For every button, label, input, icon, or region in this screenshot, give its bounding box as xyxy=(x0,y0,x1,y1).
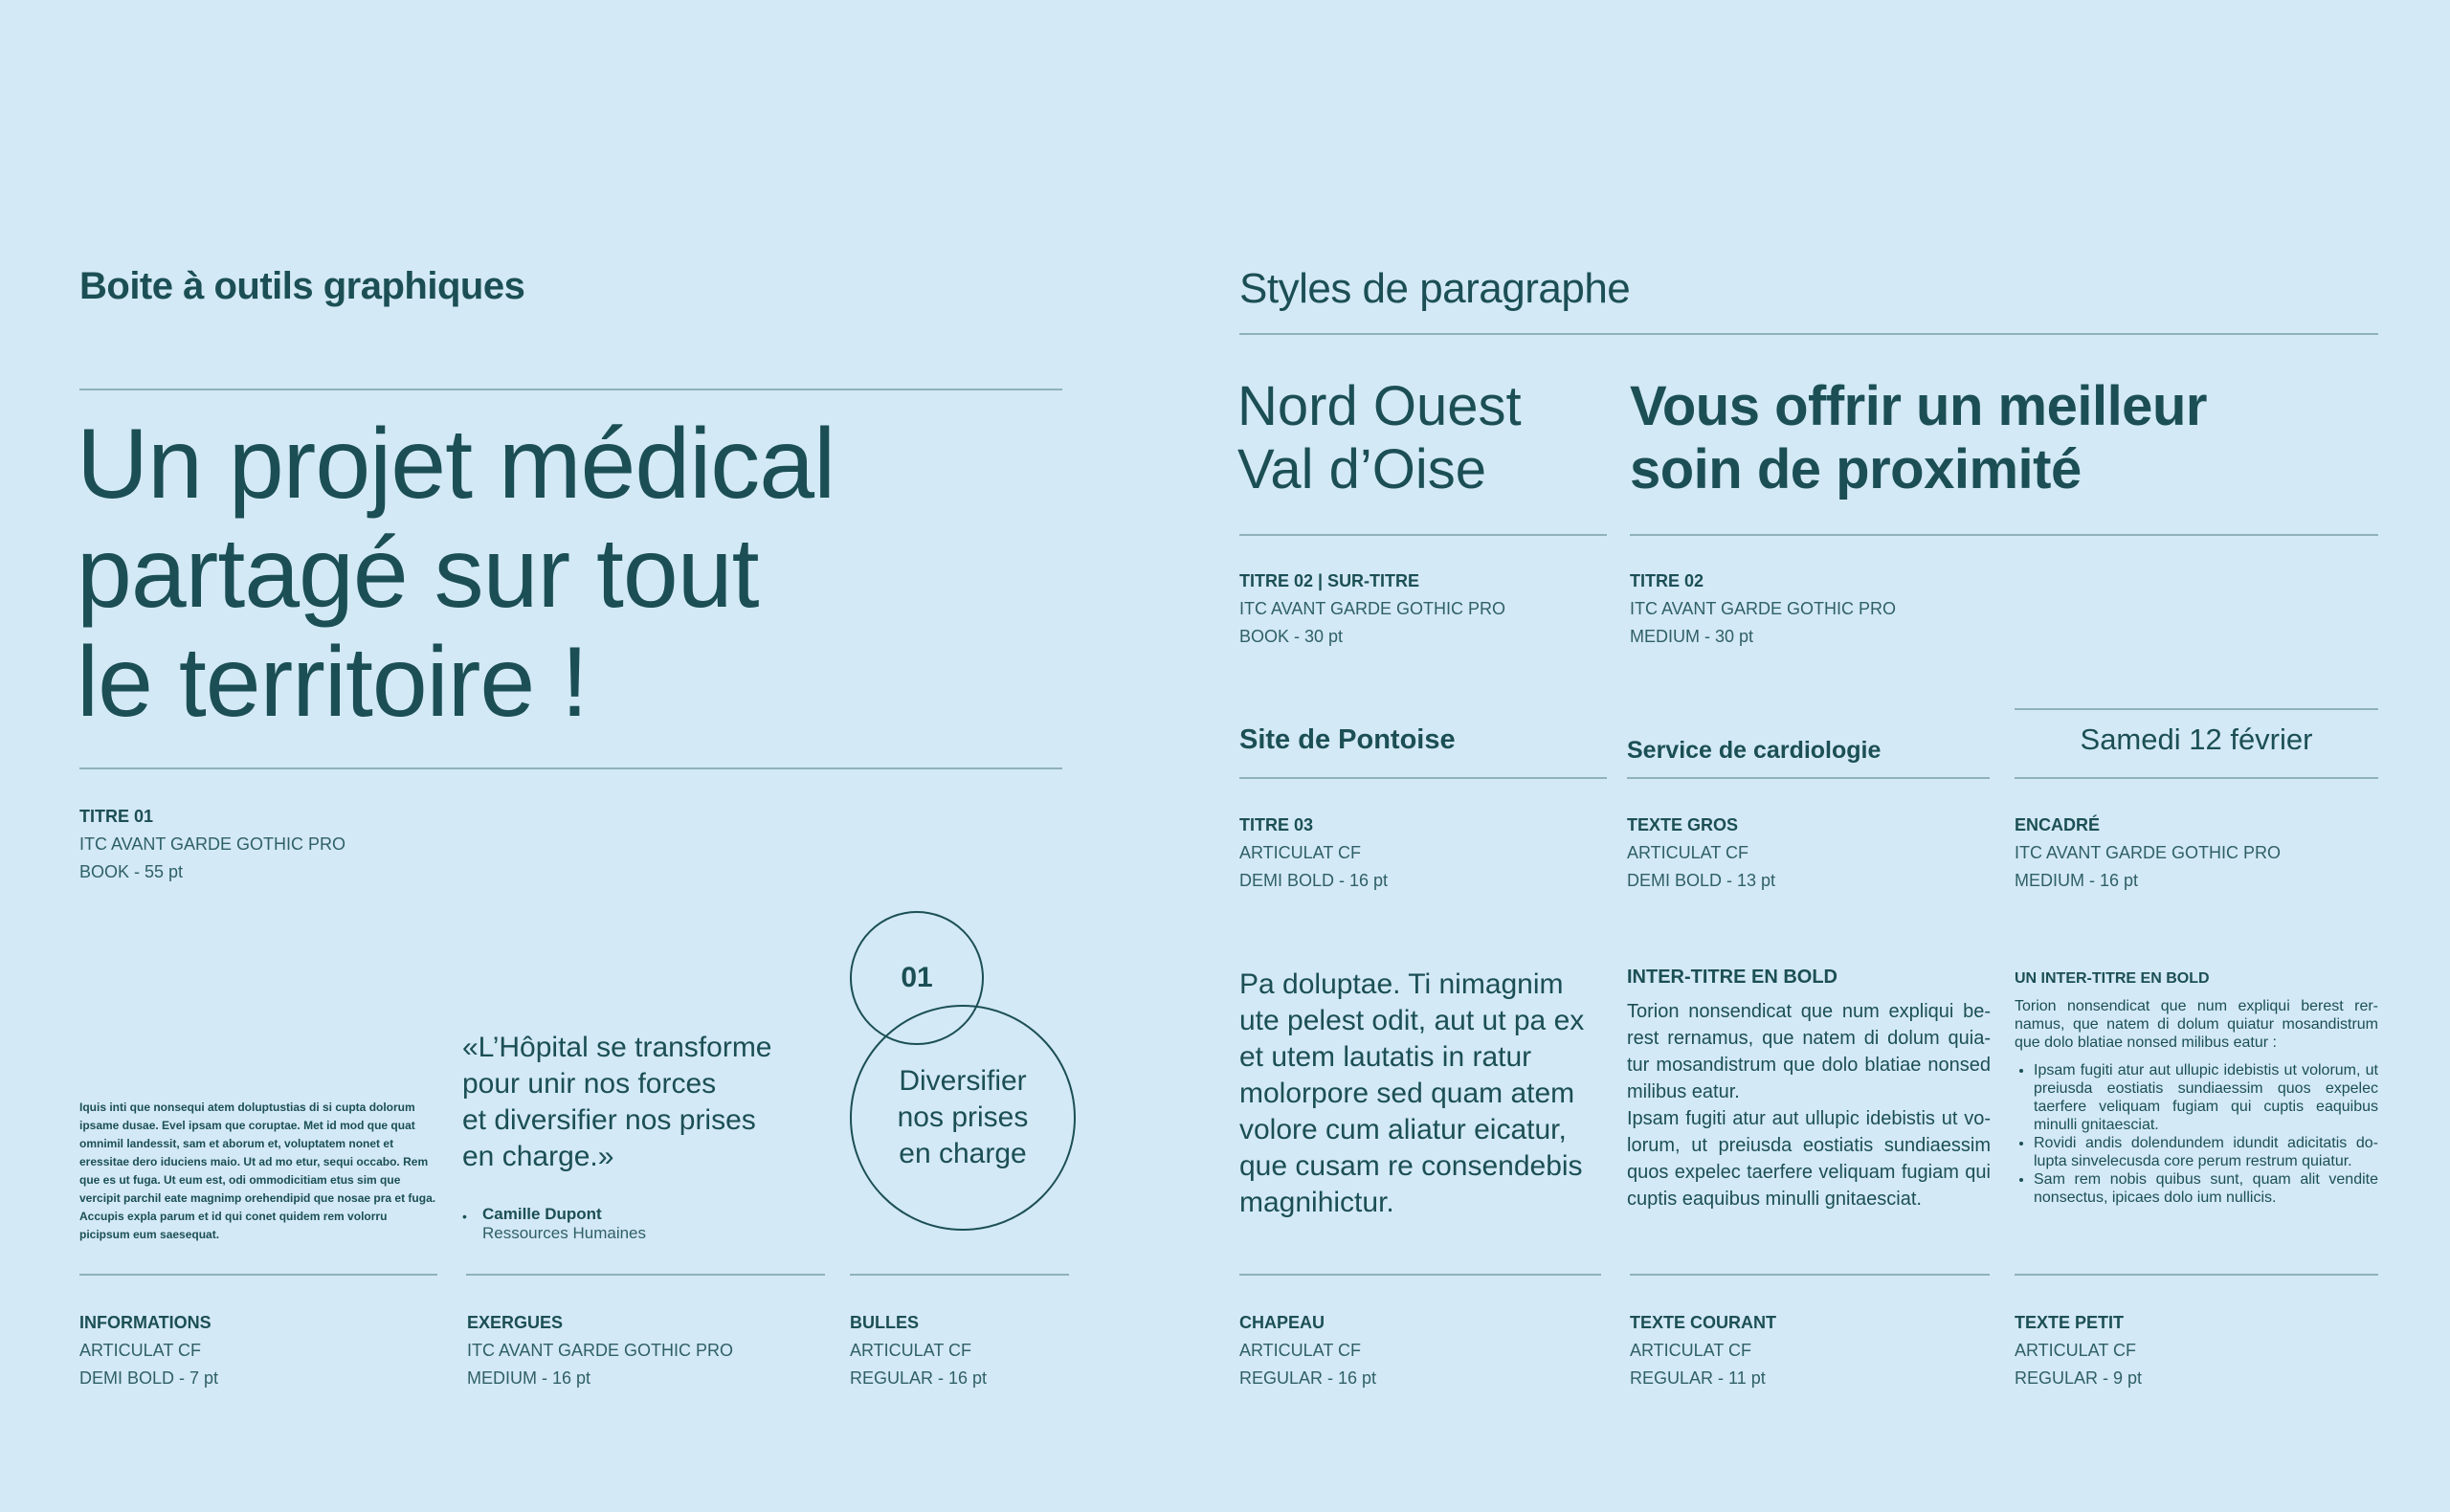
spec-size: REGULAR - 11 pt xyxy=(1630,1368,1766,1388)
quote-author-role: Ressources Humaines xyxy=(482,1224,647,1242)
spec-size: BOOK - 30 pt xyxy=(1239,627,1344,646)
spec-font: ARTICULAT CF xyxy=(2015,1341,2137,1360)
texte-gros-sample: Service de cardiologie xyxy=(1627,737,1882,764)
spec-font: ITC AVANT GARDE GOTHIC PRO xyxy=(2015,843,2282,862)
divider xyxy=(2015,777,2378,779)
spec-titre02-surtitre xyxy=(1239,567,1505,651)
section-title-paragraph-styles: Styles de paragraphe xyxy=(1239,265,1631,312)
divider xyxy=(1630,534,2378,536)
exergue-quote xyxy=(462,1030,772,1175)
spec-font: ITC AVANT GARDE GOTHIC PRO xyxy=(1630,599,1897,618)
divider xyxy=(79,767,1062,769)
bubble-text xyxy=(850,1005,1076,1231)
bullet-icon: • xyxy=(462,1209,467,1224)
spec-chapeau xyxy=(1239,1309,1376,1392)
courant-paragraph: Ipsam fugiti atur aut ullupic idebistis ut vo-lorum, ut preiusda eostiatis sundiaessim quos expelec taerfere veliquam fugiam qui cuptis eaquibus minulli gnitaesciat. xyxy=(1627,1108,1991,1210)
spec-size: DEMI BOLD - 16 pt xyxy=(1239,871,1389,890)
petit-inter-titre: UN INTER-TITRE EN BOLD xyxy=(2015,970,2210,987)
title-line: Un projet médical xyxy=(77,409,835,520)
divider xyxy=(1630,1274,1990,1276)
spec-name: TITRE 01 xyxy=(79,807,154,826)
spec-name: CHAPEAU xyxy=(1239,1313,1325,1332)
spec-size: BOOK - 55 pt xyxy=(79,862,184,881)
divider xyxy=(79,389,1062,390)
divider xyxy=(466,1274,825,1276)
spec-exergues xyxy=(467,1309,733,1392)
spec-font: ARTICULAT CF xyxy=(1239,1341,1362,1360)
spec-informations xyxy=(79,1309,218,1392)
courant-paragraph: Torion nonsendicat que num expliqui be-rest rernamus, que natem di dolum quia-tur mosandistrum que dolo blatiae nonsed milibus eatur. xyxy=(1627,1001,1991,1102)
page-title xyxy=(77,410,835,737)
titre03-sample: Site de Pontoise xyxy=(1239,724,1456,755)
spec-name: TITRE 03 xyxy=(1239,815,1314,834)
bubble-line: en charge xyxy=(899,1138,1027,1169)
spec-name: TITRE 02 | SUR-TITRE xyxy=(1239,571,1420,590)
informations-text: Iquis inti que nonsequi atem doluptustias di si cupta dolorum ipsame dusae. Evel ipsam que coruptae. Met id mod que quat omnimil landessit, sam et aborum et, voluptatem nonet et eressitae dero iduciens maio. Ut ad mo etur, sequi occabo. Rem que es ut fuga. Ut eum est, odi ommodicitiam etus sim que vercipit parchil eate magnimp orehendipid que nosae pra et fuga. Accupis expla parum et id qui conet quidem rem volorru picipsum eum saesequat. xyxy=(79,1101,436,1241)
list-item: • Sam rem nobis quibus sunt, quam alit vendite nonsectus, ipicaes dolo ium nullicis. xyxy=(2034,1170,2378,1207)
spec-bulles xyxy=(850,1309,987,1392)
divider xyxy=(1239,1274,1601,1276)
bubble-number-text: 01 xyxy=(901,962,933,993)
spec-size: MEDIUM - 30 pt xyxy=(1630,627,1754,646)
spec-titre01 xyxy=(79,803,345,886)
divider xyxy=(79,1274,437,1276)
divider xyxy=(2015,708,2378,710)
quote-author: Camille Dupont xyxy=(482,1205,602,1223)
spec-size: REGULAR - 16 pt xyxy=(850,1368,988,1388)
list-item: • Ipsam fugiti atur aut ullupic idebistis ut volorum, ut preiusda eostiatis sundiaessim quos expelec taerfere veliquam fugiam qui cuptis eaquibus minulli gnitaesciat. xyxy=(2034,1061,2378,1134)
spec-name: TEXTE PETIT xyxy=(2015,1313,2125,1332)
spec-name: BULLES xyxy=(850,1313,919,1332)
divider xyxy=(1239,333,2378,335)
spec-font: ARTICULAT CF xyxy=(850,1341,972,1360)
divider xyxy=(850,1274,1069,1276)
spec-font: ARTICULAT CF xyxy=(1627,843,1749,862)
bubble-line: nos prises xyxy=(897,1101,1029,1133)
titre02-surtitre-sample xyxy=(1237,375,1522,501)
petit-paragraph xyxy=(2015,997,2378,1207)
divider xyxy=(2015,1274,2378,1276)
spec-titre02 xyxy=(1630,567,1896,651)
spec-name: TEXTE GROS xyxy=(1627,815,1739,834)
petit-intro: Torion nonsendicat que num expliqui berest rer-namus, que natem di dolum quiatur mosandistrum que dolo blatiae nonsed milibus eatur : xyxy=(2015,998,2378,1051)
texte-petit-sample xyxy=(2015,970,2378,1207)
spec-font: ARTICULAT CF xyxy=(1630,1341,1752,1360)
petit-bullet-list xyxy=(2015,1061,2378,1207)
title-line: le territoire ! xyxy=(77,627,589,738)
spec-size: DEMI BOLD - 13 pt xyxy=(1627,871,1776,890)
spec-texte-gros xyxy=(1627,812,1775,895)
quote-line: pour unir nos forces xyxy=(462,1068,717,1100)
titre02-sample xyxy=(1630,375,2207,501)
spec-font: ARTICULAT CF xyxy=(1239,843,1362,862)
texte-courant-sample xyxy=(1627,967,1991,1212)
heading-line: soin de proximité xyxy=(1630,438,2082,500)
title-line: partagé sur tout xyxy=(77,518,759,629)
divider xyxy=(1239,534,1607,536)
spec-name: ENCADRÉ xyxy=(2015,815,2101,834)
chapeau-sample: Pa doluptae. Ti nimagnim ute pelest odit, aut ut pa ex et utem lautatis in ratur molorpore sed quam atem volore cum aliatur eicatur, que cusam re consendebis magnihictur. xyxy=(1239,968,1585,1218)
divider xyxy=(1239,777,1607,779)
heading-line: Nord Ouest xyxy=(1237,375,1522,437)
spec-font: ARTICULAT CF xyxy=(79,1341,202,1360)
bubble-line: Diversifier xyxy=(899,1065,1027,1097)
section-title-toolbox: Boite à outils graphiques xyxy=(79,265,525,307)
spec-font: ITC AVANT GARDE GOTHIC PRO xyxy=(467,1341,734,1360)
quote-line: «L’Hôpital se transforme xyxy=(462,1032,772,1063)
quote-line: et diversifier nos prises xyxy=(462,1104,756,1136)
spec-size: MEDIUM - 16 pt xyxy=(467,1368,591,1388)
spec-font: ITC AVANT GARDE GOTHIC PRO xyxy=(1239,599,1506,618)
list-item: • Rovidi andis dolendundem idundit adicitatis do-lupta sinvelecusda core perum restrum quiatur. xyxy=(2034,1134,2378,1170)
spec-size: REGULAR - 9 pt xyxy=(2015,1368,2143,1388)
heading-line: Vous offrir un meilleur xyxy=(1630,375,2207,437)
spec-encadre xyxy=(2015,812,2281,895)
inter-titre: INTER-TITRE EN BOLD xyxy=(1627,967,1838,988)
spec-size: DEMI BOLD - 7 pt xyxy=(79,1368,219,1388)
spec-name: TEXTE COURANT xyxy=(1630,1313,1776,1332)
spec-texte-courant xyxy=(1630,1309,1776,1392)
encadre-sample: Samedi 12 février xyxy=(2080,723,2313,756)
spec-name: EXERGUES xyxy=(467,1313,564,1332)
spec-titre03 xyxy=(1239,812,1388,895)
spec-size: MEDIUM - 16 pt xyxy=(2015,871,2139,890)
spec-name: TITRE 02 xyxy=(1630,571,1704,590)
heading-line: Val d’Oise xyxy=(1237,438,1487,500)
spec-texte-petit xyxy=(2015,1309,2142,1392)
spec-size: REGULAR - 16 pt xyxy=(1239,1368,1377,1388)
divider xyxy=(1627,777,1990,779)
quote-line: en charge.» xyxy=(462,1141,614,1172)
spec-name: INFORMATIONS xyxy=(79,1313,212,1332)
spec-font: ITC AVANT GARDE GOTHIC PRO xyxy=(79,834,346,854)
